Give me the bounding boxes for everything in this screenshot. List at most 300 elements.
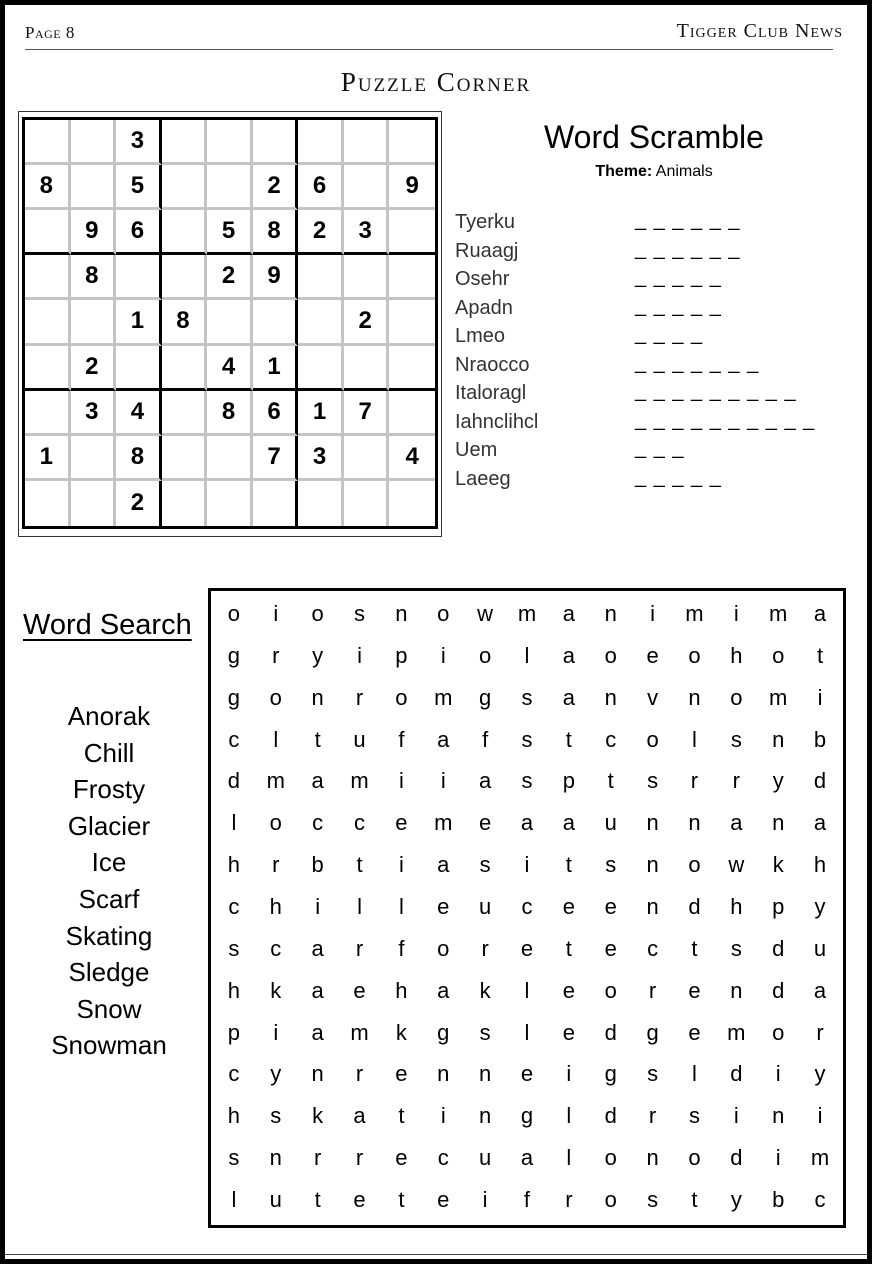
search-word: Chill <box>83 737 135 768</box>
grid-letter: m <box>727 1019 746 1045</box>
grid-letter: i <box>398 768 404 794</box>
grid-letter: m <box>769 600 788 626</box>
section-title: Puzzle Corner <box>340 67 532 97</box>
sudoku-cell <box>207 165 253 210</box>
grid-letter: i <box>273 600 279 626</box>
sudoku-cell <box>207 436 253 481</box>
grid-letter: o <box>479 642 492 668</box>
grid-letter: s <box>479 1019 491 1045</box>
grid-letter: h <box>227 852 241 878</box>
answer-blank: _ _ _ _ _ <box>635 465 722 488</box>
grid-letter: c <box>647 935 659 961</box>
sudoku-cell: 9 <box>389 165 435 210</box>
sudoku-cell <box>389 300 435 345</box>
grid-letter: l <box>231 1187 237 1213</box>
grid-letter: w <box>477 600 494 626</box>
grid-letter: i <box>650 600 656 626</box>
sudoku-cell <box>71 165 117 210</box>
grid-letter: i <box>482 1187 488 1213</box>
search-word: Sledge <box>68 957 150 988</box>
grid-letter: l <box>566 1145 572 1171</box>
grid-letter: e <box>646 642 659 668</box>
theme-label: Theme: <box>595 163 653 180</box>
grid-letter: h <box>813 852 827 878</box>
sudoku-cell <box>25 391 71 436</box>
grid-letter: w <box>728 852 745 878</box>
newsletter-page <box>5 5 867 1259</box>
grid-letter: o <box>269 810 282 836</box>
sudoku-cell: 8 <box>71 255 117 300</box>
grid-letter: a <box>311 768 324 794</box>
grid-letter: k <box>312 1103 324 1129</box>
grid-letter: r <box>690 768 699 794</box>
grid-letter: f <box>398 935 405 961</box>
scrambled-word: Osehr <box>455 268 510 290</box>
grid-letter: n <box>646 893 659 919</box>
grid-letter: a <box>813 600 827 626</box>
sudoku-cell: 7 <box>253 436 299 481</box>
grid-letter: r <box>732 768 740 794</box>
grid-letter: c <box>605 726 617 752</box>
grid-letter: u <box>479 1145 492 1171</box>
grid-letter: u <box>353 726 366 752</box>
grid-letter: y <box>270 1061 282 1087</box>
scrambled-word: Italoragl <box>455 382 527 404</box>
footer-divider <box>5 1254 867 1255</box>
grid-letter: n <box>772 1103 785 1129</box>
grid-letter: l <box>273 726 279 752</box>
grid-letter: t <box>356 852 363 878</box>
grid-letter: t <box>565 935 572 961</box>
grid-letter: l <box>231 810 237 836</box>
sudoku-cell <box>162 120 208 165</box>
sudoku-cell: 2 <box>116 481 162 526</box>
answer-blank: _ _ _ _ _ <box>635 294 722 317</box>
grid-letter: l <box>692 726 697 752</box>
sudoku-cell: 2 <box>71 346 117 391</box>
grid-letter: d <box>604 1103 617 1129</box>
grid-letter: r <box>648 977 657 1003</box>
grid-letter: o <box>772 1019 785 1045</box>
sudoku-cell <box>162 481 208 526</box>
grid-letter: l <box>398 893 404 919</box>
grid-letter: r <box>355 935 364 961</box>
grid-letter: l <box>524 642 530 668</box>
grid-letter: s <box>270 1103 282 1129</box>
grid-letter: t <box>565 852 572 878</box>
grid-letter: k <box>395 1019 407 1045</box>
sudoku-cell <box>253 300 299 345</box>
word-scramble-theme <box>465 163 843 181</box>
sudoku-cell <box>162 210 208 255</box>
sudoku-cell <box>162 346 208 391</box>
grid-letter: o <box>772 642 785 668</box>
search-word: Ice <box>91 847 127 878</box>
grid-letter: t <box>691 935 698 961</box>
grid-letter: c <box>521 893 533 919</box>
sudoku-cell <box>25 481 71 526</box>
grid-letter: n <box>311 684 324 710</box>
grid-letter: c <box>437 1145 449 1171</box>
sudoku-cell: 4 <box>389 436 435 481</box>
grid-letter: a <box>730 810 743 836</box>
grid-letter: o <box>604 642 617 668</box>
grid-letter: r <box>272 852 280 878</box>
sudoku-cell: 1 <box>25 436 71 481</box>
grid-letter: c <box>312 810 324 836</box>
grid-letter: l <box>566 1103 572 1129</box>
grid-letter: a <box>562 642 575 668</box>
sudoku-cell: 4 <box>207 346 253 391</box>
grid-letter: p <box>772 893 785 919</box>
grid-letter: r <box>648 1103 657 1129</box>
grid-letter: f <box>482 726 489 752</box>
sudoku-cell <box>253 120 299 165</box>
grid-letter: e <box>604 935 617 961</box>
sudoku-cell <box>25 210 71 255</box>
grid-letter: s <box>521 684 533 710</box>
search-word: Frosty <box>72 774 146 805</box>
grid-letter: e <box>562 1019 575 1045</box>
grid-letter: e <box>395 810 408 836</box>
grid-letter: n <box>269 1145 282 1171</box>
search-word: Snowman <box>51 1030 167 1061</box>
grid-letter: k <box>772 852 784 878</box>
grid-letter: o <box>688 1145 701 1171</box>
grid-letter: d <box>772 935 785 961</box>
grid-letter: u <box>604 810 617 836</box>
theme-value: Animals <box>655 163 713 180</box>
grid-letter: b <box>772 1187 785 1213</box>
grid-letter: c <box>228 893 240 919</box>
sudoku-cell: 5 <box>116 165 162 210</box>
grid-letter: e <box>437 1187 450 1213</box>
grid-letter: g <box>227 684 241 710</box>
grid-letter: a <box>813 810 827 836</box>
sudoku-cell <box>207 120 253 165</box>
grid-letter: b <box>311 852 324 878</box>
grid-letter: a <box>437 852 450 878</box>
scrambled-word: Nraocco <box>455 353 530 376</box>
grid-letter: f <box>398 726 405 752</box>
grid-letter: u <box>479 893 492 919</box>
sudoku-cell: 6 <box>298 165 344 210</box>
grid-letter: a <box>520 1145 534 1171</box>
grid-letter: l <box>524 977 530 1003</box>
answer-blank: _ _ _ _ _ _ _ _ _ _ <box>635 408 816 431</box>
grid-letter: b <box>813 726 827 752</box>
grid-letter: i <box>566 1061 572 1087</box>
grid-letter: e <box>604 893 617 919</box>
search-word: Glacier <box>67 810 151 841</box>
scrambled-word: Tyerku <box>455 211 516 233</box>
grid-letter: s <box>479 852 491 878</box>
grid-letter: r <box>272 642 280 668</box>
grid-letter: a <box>562 810 575 836</box>
grid-letter: a <box>479 768 492 794</box>
grid-letter: s <box>730 935 742 961</box>
grid-letter: y <box>814 893 826 919</box>
grid-letter: s <box>647 1187 659 1213</box>
sudoku-cell <box>298 120 344 165</box>
answer-blank: _ _ _ _ <box>635 323 704 345</box>
grid-letter: o <box>604 977 617 1003</box>
grid-letter: k <box>479 977 491 1003</box>
grid-letter: i <box>775 1145 781 1171</box>
grid-letter: y <box>772 768 784 794</box>
grid-letter: o <box>437 935 450 961</box>
sudoku-cell <box>344 120 390 165</box>
grid-letter: s <box>521 768 533 794</box>
grid-letter: t <box>314 1187 321 1213</box>
answer-blank: _ _ _ _ _ _ <box>635 237 741 260</box>
search-word: Snow <box>76 993 142 1024</box>
sudoku-cell <box>71 120 117 165</box>
grid-letter: e <box>395 1061 408 1087</box>
grid-letter: l <box>357 893 362 919</box>
sudoku-cell: 7 <box>344 391 390 436</box>
sudoku-cell <box>298 255 344 300</box>
search-word: Skating <box>65 920 153 951</box>
sudoku-cell <box>25 346 71 391</box>
answer-blank: _ _ _ <box>635 437 685 459</box>
sudoku-cell: 3 <box>344 210 390 255</box>
grid-letter: a <box>437 726 450 752</box>
sudoku-cell: 8 <box>116 436 162 481</box>
grid-letter: n <box>688 684 701 710</box>
sudoku-cell <box>344 346 390 391</box>
sudoku-grid <box>22 117 438 529</box>
grid-letter: o <box>604 1145 617 1171</box>
grid-letter: s <box>521 726 533 752</box>
grid-letter: i <box>440 768 446 794</box>
grid-letter: y <box>730 1187 742 1213</box>
grid-letter: u <box>269 1187 282 1213</box>
sudoku-cell: 9 <box>71 210 117 255</box>
grid-letter: d <box>730 1145 743 1171</box>
grid-letter: u <box>813 935 827 961</box>
newsletter-name: Tigger Club News <box>676 20 843 42</box>
grid-letter: r <box>355 1061 364 1087</box>
grid-letter: i <box>733 1103 739 1129</box>
grid-letter: r <box>355 1145 364 1171</box>
sudoku-cell <box>344 481 390 526</box>
grid-letter: n <box>437 1061 450 1087</box>
grid-letter: i <box>273 1019 279 1045</box>
grid-letter: n <box>311 1061 324 1087</box>
sudoku-cell: 3 <box>71 391 117 436</box>
grid-letter: k <box>270 977 282 1003</box>
grid-letter: s <box>647 1061 659 1087</box>
grid-letter: m <box>350 768 369 794</box>
grid-letter: n <box>646 852 659 878</box>
grid-letter: g <box>437 1019 450 1045</box>
grid-letter: p <box>562 768 575 794</box>
sudoku-cell: 2 <box>344 300 390 345</box>
grid-letter: l <box>524 1019 530 1045</box>
grid-letter: a <box>813 977 827 1003</box>
grid-letter: s <box>228 1145 240 1171</box>
sudoku-cell <box>344 436 390 481</box>
sudoku-cell <box>298 346 344 391</box>
grid-letter: s <box>688 1103 700 1129</box>
grid-letter: r <box>313 1145 322 1171</box>
grid-letter: n <box>772 726 785 752</box>
word-search-title: Word Search <box>23 609 192 641</box>
sudoku-cell <box>25 255 71 300</box>
grid-letter: i <box>357 642 362 668</box>
grid-letter: o <box>730 684 743 710</box>
grid-letter: h <box>227 977 241 1003</box>
grid-letter: t <box>691 1187 698 1213</box>
sudoku-cell: 8 <box>207 391 253 436</box>
grid-letter: d <box>730 1061 743 1087</box>
grid-letter: n <box>772 810 785 836</box>
sudoku-cell: 6 <box>116 210 162 255</box>
grid-letter: e <box>479 810 492 836</box>
grid-letter: d <box>604 1019 617 1045</box>
grid-letter: a <box>520 810 534 836</box>
grid-letter: g <box>479 684 492 710</box>
sudoku-cell <box>389 210 435 255</box>
sudoku-cell <box>207 300 253 345</box>
grid-letter: i <box>817 1103 823 1129</box>
grid-letter: e <box>437 893 450 919</box>
grid-letter: i <box>733 600 739 626</box>
grid-letter: e <box>520 935 534 961</box>
scrambled-word: Uem <box>455 439 498 461</box>
sudoku-cell: 2 <box>298 210 344 255</box>
grid-letter: t <box>816 642 824 668</box>
grid-letter: c <box>228 1061 240 1087</box>
grid-letter: s <box>647 768 659 794</box>
grid-letter: i <box>775 1061 781 1087</box>
word-search-grid <box>208 588 846 1228</box>
answer-blank: _ _ _ _ _ <box>635 266 722 288</box>
grid-letter: m <box>769 684 788 710</box>
grid-letter: i <box>440 1103 446 1129</box>
grid-letter: g <box>520 1103 534 1129</box>
grid-letter: m <box>434 810 453 836</box>
grid-letter: g <box>227 642 241 668</box>
grid-letter: o <box>437 600 450 626</box>
grid-letter: y <box>312 642 324 668</box>
grid-letter: n <box>646 1145 659 1171</box>
grid-letter: t <box>607 768 614 794</box>
grid-letter: e <box>353 1187 366 1213</box>
sudoku-cell <box>389 346 435 391</box>
sudoku-cell <box>116 346 162 391</box>
grid-letter: i <box>440 642 446 668</box>
grid-letter: p <box>227 1019 241 1045</box>
grid-letter: o <box>311 600 324 626</box>
sudoku-cell: 8 <box>162 300 208 345</box>
grid-letter: o <box>227 600 241 626</box>
grid-letter: v <box>647 684 659 710</box>
answer-blank: _ _ _ _ _ _ <box>635 209 741 231</box>
sudoku-cell <box>389 391 435 436</box>
sudoku-cell <box>389 481 435 526</box>
grid-letter: y <box>814 1061 826 1087</box>
sudoku-cell <box>162 436 208 481</box>
grid-letter: o <box>688 642 701 668</box>
sudoku-cell: 5 <box>207 210 253 255</box>
sudoku-cell: 1 <box>298 391 344 436</box>
grid-letter: s <box>730 726 742 752</box>
grid-letter: h <box>730 642 743 668</box>
sudoku-cell <box>162 255 208 300</box>
grid-letter: e <box>688 1019 701 1045</box>
grid-letter: p <box>395 642 408 668</box>
grid-letter: i <box>398 852 404 878</box>
scrambled-word: Ruaagj <box>455 239 519 262</box>
sudoku-cell: 3 <box>298 436 344 481</box>
grid-letter: t <box>398 1187 405 1213</box>
grid-letter: c <box>228 726 240 752</box>
grid-letter: s <box>354 600 366 626</box>
grid-letter: d <box>227 768 241 794</box>
grid-letter: e <box>395 1145 408 1171</box>
grid-letter: c <box>354 810 366 836</box>
grid-letter: r <box>816 1019 824 1045</box>
scrambled-word: Apadn <box>455 296 513 319</box>
scrambled-word: Laeeg <box>455 467 511 490</box>
grid-letter: a <box>562 600 575 626</box>
grid-letter: a <box>311 1019 324 1045</box>
grid-letter: n <box>479 1103 492 1129</box>
sudoku-cell <box>25 120 71 165</box>
grid-letter: g <box>604 1061 617 1087</box>
grid-letter: t <box>565 726 572 752</box>
grid-letter: s <box>228 935 240 961</box>
grid-letter: o <box>395 684 408 710</box>
sudoku-cell: 8 <box>25 165 71 210</box>
sudoku-cell: 1 <box>116 300 162 345</box>
sudoku-cell <box>71 300 117 345</box>
grid-letter: t <box>398 1103 405 1129</box>
grid-letter: m <box>517 600 537 626</box>
grid-letter: m <box>434 684 453 710</box>
grid-letter: m <box>266 768 285 794</box>
grid-letter: h <box>395 977 408 1003</box>
grid-letter: l <box>692 1061 697 1087</box>
answer-blank: _ _ _ _ _ _ _ _ _ <box>635 380 797 402</box>
grid-letter: d <box>772 977 785 1003</box>
answer-blank: _ _ _ _ _ _ _ <box>635 351 760 374</box>
grid-letter: n <box>646 810 659 836</box>
grid-letter: t <box>314 726 321 752</box>
grid-letter: h <box>730 893 743 919</box>
grid-letter: o <box>646 726 659 752</box>
grid-letter: e <box>520 1061 534 1087</box>
grid-letter: r <box>355 684 364 710</box>
grid-letter: n <box>604 600 617 626</box>
sudoku-cell: 6 <box>253 391 299 436</box>
grid-letter: m <box>685 600 704 626</box>
sudoku-cell <box>298 300 344 345</box>
sudoku-cell: 3 <box>116 120 162 165</box>
grid-letter: c <box>270 935 282 961</box>
grid-letter: n <box>395 600 408 626</box>
word-search-word-list <box>25 698 193 1064</box>
grid-letter: e <box>562 977 575 1003</box>
sudoku-cell: 4 <box>116 391 162 436</box>
sudoku-cell <box>253 481 299 526</box>
sudoku-cell <box>389 120 435 165</box>
grid-letter: o <box>269 684 282 710</box>
grid-letter: a <box>562 684 575 710</box>
sudoku-cell <box>344 165 390 210</box>
